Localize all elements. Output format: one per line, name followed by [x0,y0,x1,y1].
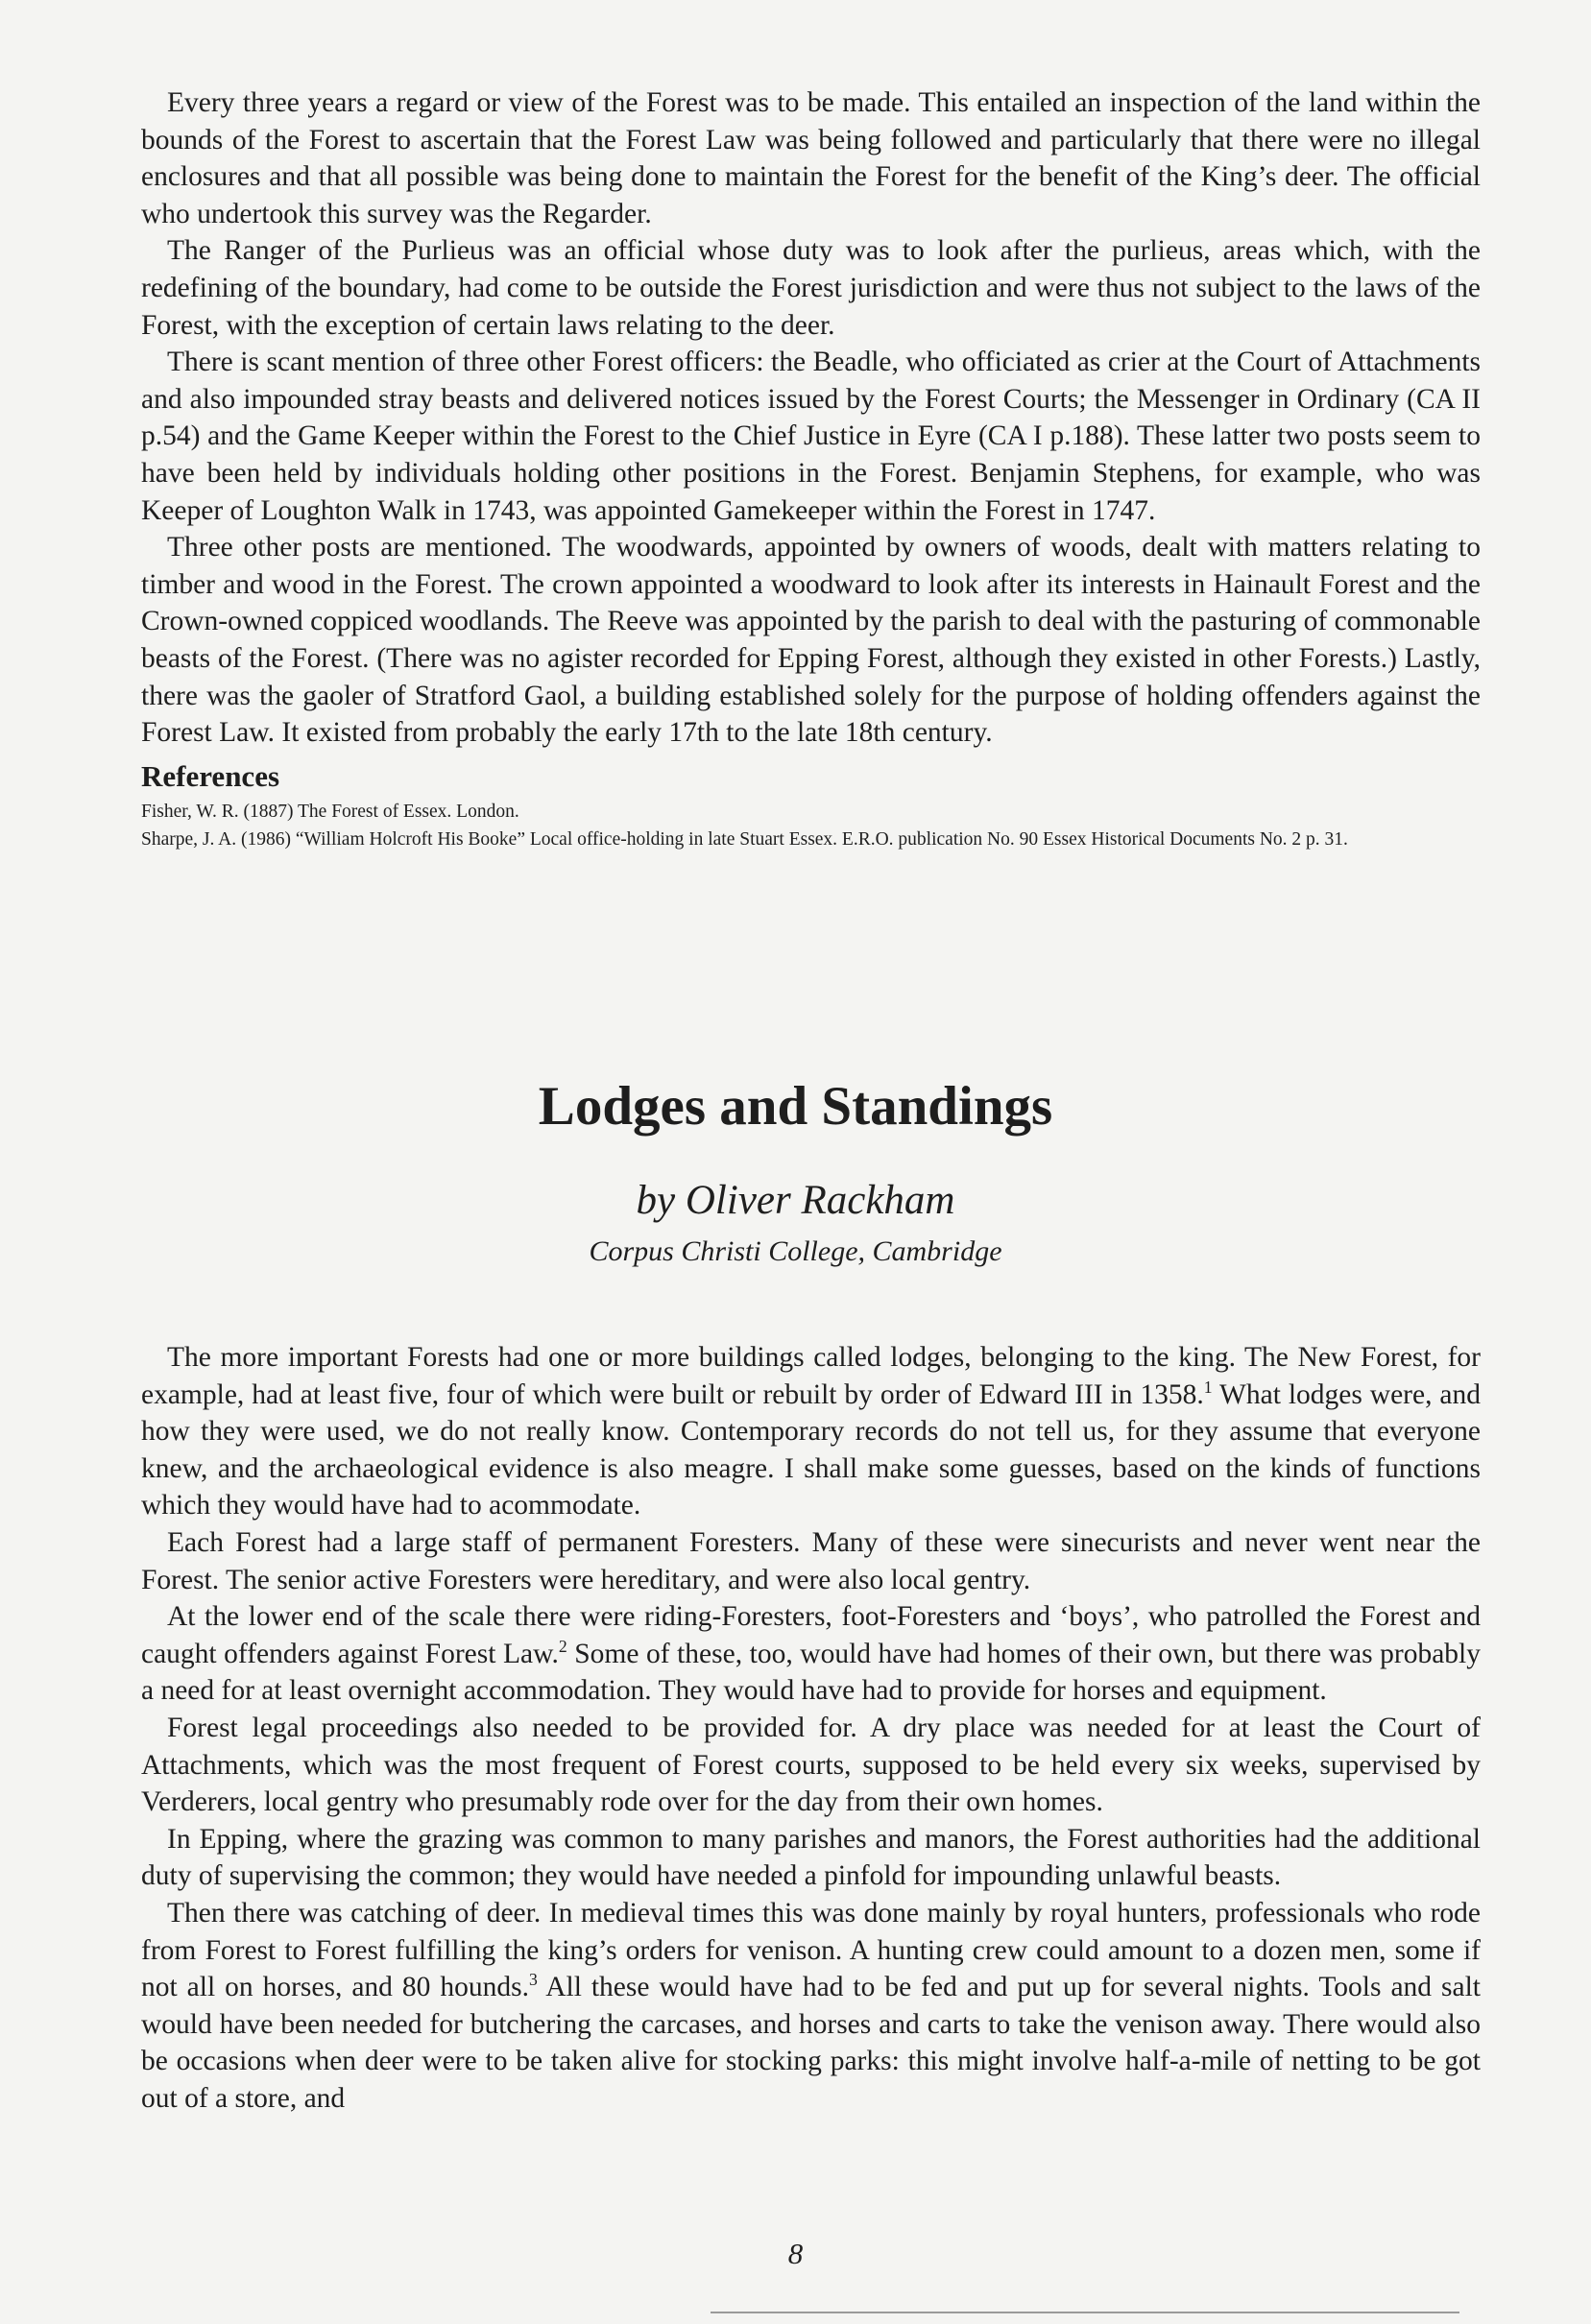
reference-fisher: Fisher, W. R. (1887) The Forest of Essex. London. [141,801,519,822]
paragraph-other-officers: There is scant mention of three other Forest officers: the Beadle, who officiated as crier at the Court of Attachments and also impounded stray beasts and delivered notices issued by the Forest Courts; the Messenger in Ordinary (CA II p.54) and the Game Keeper within the Forest to the Chief Justice in Eyre (CA I p.188). These latter two posts seem to have been held by individuals holding other positions in the Forest. Benjamin Stephens, for example, who was Keeper of Loughton Walk in 1743, was appointed Gamekeeper within the Forest in 1747. [141,347,1481,526]
paragraph-lower-scale-text: At the lower end of the scale there were riding-Foresters, foot-Foresters and ‘boys’, who patrolled the Forest and caught offenders against Forest Law. [141,1601,1481,1669]
paragraph-deer-catching [141,1895,1481,2118]
paragraph-lodges-intro-cont: What lodges were, and how they were used, we do not really know. Contemporary records do not tell us, for they assume that everyone knew, and the archaeological evidence is also meagre. I shall make some guesses, based on the kinds of functions which they would have had to acommodate. [141,1378,1481,1521]
paragraph-deer-catching-text: Then there was catching of deer. In medieval times this was done mainly by royal hunters, professionals who rode from Forest to Forest fulfilling the king’s orders for venison. A hunting crew could amount to a dozen men, some if not all on horses, and 80 hounds. [141,1897,1481,2003]
reference-sharpe: Sharpe, J. A. (1986) “William Holcroft His Booke” Local office-holding in late Stuart Essex. E.R.O. publication No. 90 Essex Historical Documents No. 2 p. 31. [141,828,1348,850]
paragraph-lodges-intro-text: The more important Forests had one or more buildings called lodges, belonging to the king. The New Forest, for example, had at least five, four of which were built or rebuilt by order of Edward III in 1358. [141,1342,1481,1410]
footnote-marker-2: 2 [558,1636,567,1656]
paragraph-legal-proceedings: Forest legal proceedings also needed to be provided for. A dry place was needed for at least the Court of Attachments, which was the most frequent of Forest courts, supposed to be held every six weeks, supervised by Verderers, local gentry who presumably rode over for the day from their own homes. [141,1712,1481,1818]
author-affiliation: Corpus Christi College, Cambridge [589,1235,1002,1267]
top-section [141,84,1481,853]
paragraph-ranger: The Ranger of the Purlieus was an official whose duty was to look after the purlieus, areas which, with the redefining of the boundary, had come to be outside the Forest jurisdiction and were thus not subject to the laws of the Forest, with the exception of certain laws relating to the deer. [141,235,1481,341]
paragraph-lower-scale [141,1598,1481,1710]
paragraph-lower-scale-cont: Some of these, too, would have had homes of their own, but there was probably a need for at least overnight accommodation. They would have had to provide for horses and equipment. [141,1638,1481,1707]
bottom-divider [711,2312,1459,2313]
paragraph-deer-catching-cont: All these would have had to be fed and put up for several nights. Tools and salt would have been needed for butchering the carcases, and horses and carts to take the venison away. There would also be occasions when deer were to be taken alive for stocking parks: this might involve half-a-mile of netting to be got out of a store, and [141,1972,1481,2114]
page-number: 8 [787,2237,804,2270]
references-heading: References [141,758,280,793]
article-body [141,1339,1481,2117]
paragraph-other-posts: Three other posts are mentioned. The woodwards, appointed by owners of woods, dealt with matters relating to timber and wood in the Forest. The crown appointed a woodward to look after its interests in Hainault Forest and the Crown-owned coppiced woodlands. The Reeve was appointed by the parish to deal with the pasturing of commonable beasts of the Forest. (There was no agister recorded for Epping Forest, although they existed in other Forests.) Lastly, there was the gaoler of Stratford Gaol, a building established solely for the purpose of holding offenders against the Forest Law. It existed from probably the early 17th to the late 18th century. [141,532,1481,749]
paragraph-regard: Every three years a regard or view of the Forest was to be made. This entailed an inspection of the land within the bounds of the Forest to ascertain that the Forest Law was being followed and particularly that there were no illegal enclosures and that all possible was being done to maintain the Forest for the benefit of the King’s deer. The official who undertook this survey was the Regarder. [141,87,1481,229]
paragraph-lodges-intro [141,1339,1481,1524]
article-byline: by Oliver Rackham [636,1178,955,1223]
footnote-marker-1: 1 [1203,1377,1213,1397]
paragraph-epping: In Epping, where the grazing was common to many parishes and manors, the Forest authorities had the additional duty of supervising the common; they would have needed a pinfold for impounding unlawful beasts. [141,1823,1481,1892]
paragraph-foresters: Each Forest had a large staff of permanent Foresters. Many of these were sinecurists and never went near the Forest. The senior active Foresters were hereditary, and were also local gentry. [141,1526,1481,1595]
article-title: Lodges and Standings [538,1076,1053,1137]
footnote-marker-3: 3 [529,1970,538,1990]
